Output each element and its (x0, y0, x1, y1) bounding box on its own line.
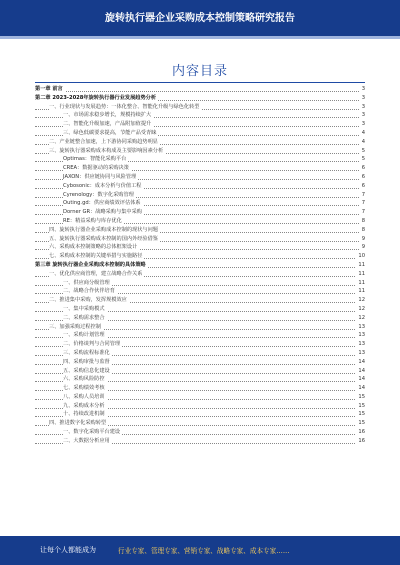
toc-entry-page: 9 (361, 244, 365, 251)
toc-entry-title: Optimas：智能化采购平台 (63, 156, 127, 163)
toc-entry-page: 7 (361, 200, 365, 207)
toc-entry[interactable] (35, 94, 365, 103)
toc-entry-title: 第三章 旋转执行器企业采购成本控制的具体策略 (35, 261, 146, 268)
toc-entry-page: 3 (361, 94, 365, 101)
toc-entry-title: 三、绿色低碳要求提高，节能产品受青睐 (63, 129, 157, 136)
toc-entry-title: 二、产业链整合加速，上下游协同采购趋势明显 (49, 138, 158, 145)
toc-entry[interactable] (35, 375, 365, 384)
toc-entry-title: 二、采购需求整合 (63, 314, 105, 321)
toc-entry-page: 5 (361, 147, 365, 154)
toc-entry-page: 15 (358, 402, 365, 409)
toc-heading: 内容目录 (171, 64, 228, 79)
toc-entry-page: 16 (358, 437, 365, 444)
toc-entry-title: 一、采购计划管理 (63, 332, 105, 339)
toc-entry[interactable] (35, 428, 365, 437)
toc-entry-title: 二、价格谈判与合同管理 (63, 341, 121, 348)
toc-entry-title: 七、采购绩效考核 (63, 385, 105, 392)
toc-entry[interactable] (35, 111, 365, 120)
toc-entry-page: 8 (361, 217, 365, 224)
toc-entry-page: 6 (361, 173, 365, 180)
toc-entry[interactable] (35, 182, 365, 191)
toc-entry-title: JAXON：供应链协同与风险管理 (63, 173, 137, 180)
footer-slogan: 让每个人都能成为 (40, 546, 96, 554)
toc-entry-title: 八、采购人员培训 (63, 393, 105, 400)
toc-entry[interactable] (35, 270, 365, 279)
toc-entry-page: 15 (358, 420, 365, 427)
toc-entry-page: 14 (358, 376, 365, 383)
toc-entry-page: 14 (358, 358, 365, 365)
toc-entry-page: 8 (361, 226, 365, 233)
toc-entry-title: 二、战略合作伙伴培育 (63, 288, 115, 295)
toc-entry[interactable] (35, 340, 365, 349)
toc-entry[interactable] (35, 402, 365, 411)
toc-entry-page: 7 (361, 209, 365, 216)
toc-entry-page: 14 (358, 385, 365, 392)
toc-entry-page: 11 (358, 279, 365, 286)
toc-entry-title: 四、旋转执行器企业采购成本控制的现状与问题 (49, 226, 158, 233)
toc-entry[interactable] (35, 191, 365, 200)
table-of-contents (35, 85, 365, 446)
toc-entry-title: Dorner GR：战略采购与集中采购 (63, 209, 142, 216)
toc-entry-page: 10 (358, 253, 365, 260)
toc-entry-title: Cyrenology：数字化采购管理 (63, 191, 134, 198)
toc-entry[interactable] (35, 120, 365, 129)
toc-entry-page: 3 (361, 121, 365, 128)
toc-entry-title: 一、优化供应商管理，建立战略合作关系 (49, 270, 143, 277)
toc-dot-leader (35, 91, 365, 92)
toc-entry[interactable] (35, 384, 365, 393)
toc-entry[interactable] (35, 349, 365, 358)
toc-entry-title: 三、采购流程标准化 (63, 349, 110, 356)
toc-entry[interactable] (35, 155, 365, 164)
toc-entry-page: 15 (358, 393, 365, 400)
toc-entry-title: Cybosonic：成本分析与价值工程 (63, 182, 142, 189)
toc-entry-title: 二、推进集中采购，发挥规模效应 (49, 297, 127, 304)
toc-entry-title: CREA：数据驱动的采购决策 (63, 165, 129, 172)
header-underline (0, 36, 400, 39)
toc-entry-page: 7 (361, 191, 365, 198)
toc-entry-title: 一、市场需求稳步增长，规模持续扩大 (63, 112, 152, 119)
toc-entry-title: 五、旋转执行器采购成本控制的国内外经验借鉴 (49, 235, 158, 242)
toc-entry[interactable] (35, 261, 365, 270)
toc-entry[interactable] (35, 208, 365, 217)
toc-entry[interactable] (35, 217, 365, 226)
toc-entry-page: 11 (358, 261, 365, 268)
toc-entry-page: 13 (358, 332, 365, 339)
toc-entry-page: 11 (358, 270, 365, 277)
toc-entry-page: 13 (358, 323, 365, 330)
toc-entry-page: 11 (358, 288, 365, 295)
toc-entry-title: 一、供应商分级管理 (63, 279, 110, 286)
toc-entry-page: 3 (361, 86, 365, 92)
toc-entry[interactable] (35, 419, 365, 428)
toc-entry[interactable] (35, 279, 365, 288)
toc-entry-title: 第一章 前言 (35, 86, 63, 92)
toc-entry[interactable] (35, 129, 365, 138)
toc-entry-page: 14 (358, 367, 365, 374)
toc-entry[interactable] (35, 173, 365, 182)
toc-entry-page: 3 (361, 112, 365, 119)
toc-entry-title: RE：精益采购与库存优化 (63, 217, 122, 224)
toc-entry[interactable] (35, 358, 365, 367)
toc-entry[interactable] (35, 437, 365, 446)
report-title: 旋转执行器企业采购成本控制策略研究报告 (105, 13, 295, 24)
toc-entry-title: 三、旋转执行器采购成本构成及主要影响因素分析 (49, 147, 164, 154)
toc-entry[interactable] (35, 296, 365, 305)
toc-entry-title: 一、集中采购模式 (63, 305, 105, 312)
toc-entry[interactable] (35, 103, 365, 112)
toc-entry-page: 4 (361, 138, 365, 145)
toc-entry-page: 6 (361, 165, 365, 172)
toc-entry-page: 15 (358, 411, 365, 418)
toc-entry[interactable] (35, 314, 365, 323)
toc-entry[interactable] (35, 393, 365, 402)
toc-entry-title: 二、智能化升级加速，产品附加值提升 (63, 121, 152, 128)
toc-entry[interactable] (35, 410, 365, 419)
toc-entry-title: 九、采购成本分析 (63, 402, 105, 409)
toc-entry-title: Outing.gd：供应商绩效评估体系 (63, 200, 141, 207)
footer-bar (0, 536, 400, 565)
toc-entry-title: 三、加强采购过程控制 (49, 323, 101, 330)
toc-entry[interactable] (35, 305, 365, 314)
toc-entry-page: 9 (361, 235, 365, 242)
toc-entry-page: 13 (358, 341, 365, 348)
toc-entry-page: 13 (358, 349, 365, 356)
toc-entry-page: 12 (358, 305, 365, 312)
toc-entry[interactable] (35, 138, 365, 147)
toc-entry[interactable] (35, 367, 365, 376)
toc-entry[interactable] (35, 323, 365, 332)
toc-entry[interactable] (35, 199, 365, 208)
toc-entry-page: 12 (358, 297, 365, 304)
toc-entry[interactable] (35, 252, 365, 261)
toc-entry-title: 六、采购风险防控 (63, 376, 105, 383)
toc-entry[interactable] (35, 164, 365, 173)
toc-heading-rule (35, 82, 365, 83)
toc-entry-title: 一、行业现状与发展趋势：一体化整合、智能化升级与绿色化转型 (49, 103, 200, 110)
toc-entry[interactable] (35, 85, 365, 94)
report-header-bar (0, 0, 400, 36)
toc-entry-title: 五、采购信息化建设 (63, 367, 110, 374)
toc-entry[interactable] (35, 243, 365, 252)
toc-entry-title: 第二章 2023-2028年旋转执行器行业发展趋势分析 (35, 94, 157, 101)
toc-entry[interactable] (35, 226, 365, 235)
toc-entry-title: 一、数字化采购平台建设 (63, 429, 121, 436)
toc-entry-page: 3 (361, 103, 365, 110)
toc-entry[interactable] (35, 235, 365, 244)
toc-entry-page: 6 (361, 182, 365, 189)
toc-entry-page: 4 (361, 129, 365, 136)
toc-entry-title: 二、大数据分析应用 (63, 437, 110, 444)
footer-expert-list: 行业专家、管理专家、营销专家、战略专家、成本专家…… (118, 547, 290, 555)
toc-entry-title: 四、采购审批与监督 (63, 358, 110, 365)
toc-entry-page: 16 (358, 429, 365, 436)
toc-entry-title: 七、采购成本控制的关键举措与实施路径 (49, 253, 143, 260)
toc-entry-page: 5 (361, 156, 365, 163)
toc-entry-title: 十、持续改进机制 (63, 411, 105, 418)
toc-entry-title: 六、采购成本控制策略的总体框架设计 (49, 244, 138, 251)
toc-entry[interactable] (35, 331, 365, 340)
toc-entry-title: 四、推进数字化采购转型 (49, 420, 107, 427)
toc-entry-page: 12 (358, 314, 365, 321)
toc-entry[interactable] (35, 147, 365, 156)
toc-entry[interactable] (35, 287, 365, 296)
